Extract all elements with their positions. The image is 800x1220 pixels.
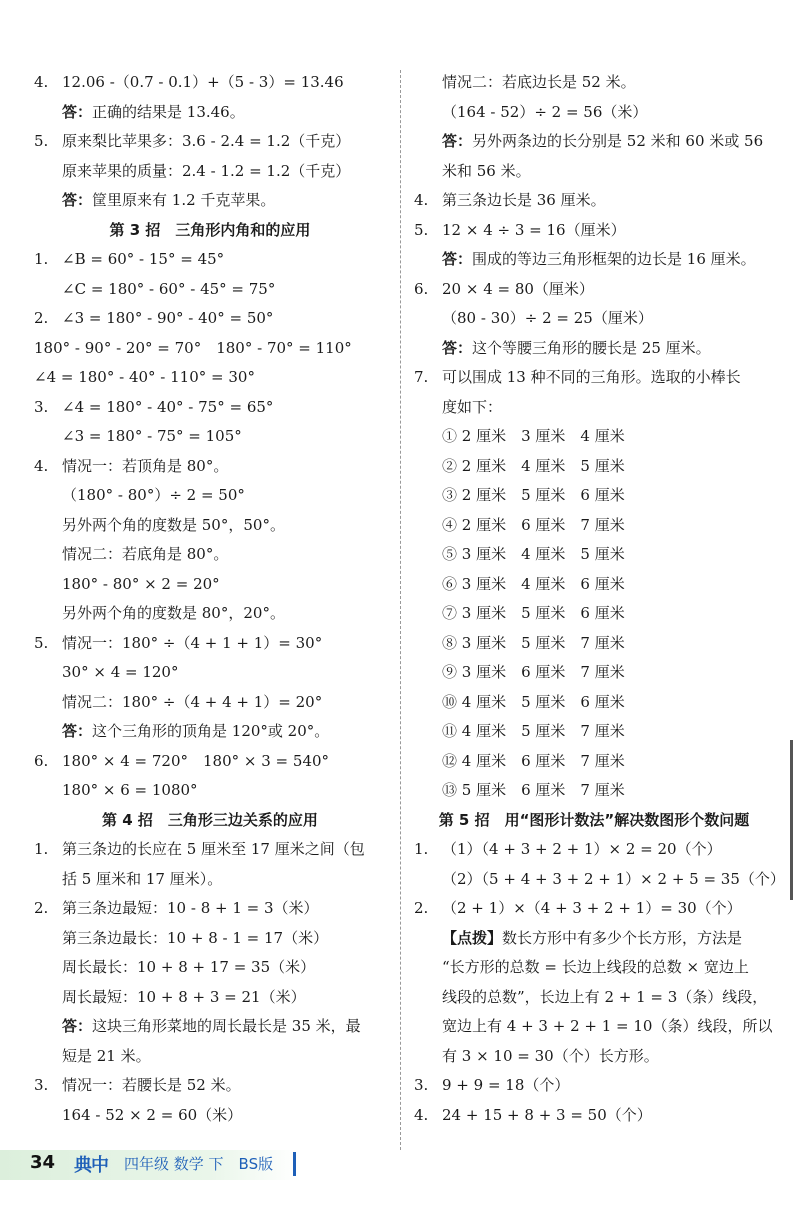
item-number: 5. xyxy=(34,132,49,150)
line-text: 情况一：若顶角是 80°。 xyxy=(62,456,229,475)
answer-line xyxy=(414,481,774,511)
answer-line xyxy=(414,776,774,806)
item-number: 4. xyxy=(414,1105,429,1124)
answer-line xyxy=(34,275,386,305)
item-number: 4. xyxy=(414,191,429,209)
answer-line xyxy=(34,540,386,570)
section-heading: 第 5 招 用“图形计数法”解决数图形个数问题 xyxy=(438,810,750,829)
line-text: 164 - 52 × 2 = 60（米） xyxy=(62,1105,243,1124)
line-text: （80 - 30）÷ 2 = 25（厘米） xyxy=(442,309,653,327)
answer-line xyxy=(34,334,386,364)
tip-label: 【点拨】 xyxy=(442,928,503,947)
answer-line xyxy=(34,422,386,452)
column-divider xyxy=(400,70,401,1150)
line-text: （1）（4 + 3 + 2 + 1）× 2 = 20（个） xyxy=(442,840,722,858)
answer-line xyxy=(414,452,774,482)
answer-line xyxy=(414,658,774,688)
item-number: 4. xyxy=(34,456,49,475)
line-text: 情况一：若腰长是 52 米。 xyxy=(62,1076,241,1094)
item-number: 5. xyxy=(414,220,429,239)
line-text: 围成的等边三角形框架的边长是 16 厘米。 xyxy=(472,250,756,268)
line-text: ∠4 = 180° - 40° - 110° = 30° xyxy=(34,368,255,386)
answer-line xyxy=(414,157,774,187)
answer-line xyxy=(34,776,386,806)
answer-label: 答： xyxy=(62,191,93,209)
line-text: 180° - 80° × 2 = 20° xyxy=(62,574,220,593)
answer-label: 答： xyxy=(442,338,473,357)
answer-line xyxy=(414,983,774,1013)
line-text: ① 2 厘米 3 厘米 4 厘米 xyxy=(442,427,625,445)
answer-line xyxy=(414,363,774,393)
answer-line xyxy=(414,245,774,275)
line-text: 周长最短：10 + 8 + 3 = 21（米） xyxy=(62,987,306,1006)
line-text: （2 + 1）×（4 + 3 + 2 + 1）= 30（个） xyxy=(442,899,742,917)
line-text: 第三条边的长应在 5 厘米至 17 厘米之间（包 xyxy=(62,840,365,858)
line-text: ∠3 = 180° - 90° - 40° = 50° xyxy=(62,309,274,327)
line-text: 24 + 15 + 8 + 3 = 50（个） xyxy=(442,1105,652,1124)
answer-line xyxy=(414,599,774,629)
answer-line xyxy=(34,363,386,393)
line-text: 情况二：若底角是 80°。 xyxy=(62,545,229,563)
line-text: ⑩ 4 厘米 5 厘米 6 厘米 xyxy=(442,692,625,711)
line-text: ⑬ 5 厘米 6 厘米 7 厘米 xyxy=(442,781,625,799)
line-text: 另外两个角的度数是 50°，50°。 xyxy=(62,515,285,534)
item-number: 1. xyxy=(34,840,49,858)
line-text: ⑦ 3 厘米 5 厘米 6 厘米 xyxy=(442,604,625,622)
line-text: 线段的总数”，长边上有 2 + 1 = 3（条）线段， xyxy=(442,987,768,1006)
answer-line xyxy=(414,570,774,600)
answer-line xyxy=(414,688,774,718)
answer-line xyxy=(34,1012,386,1042)
line-text: 180° × 4 = 720° 180° × 3 = 540° xyxy=(62,751,330,770)
line-text: ⑨ 3 厘米 6 厘米 7 厘米 xyxy=(442,663,625,681)
line-text: 原来苹果的质量：2.4 - 1.2 = 1.2（千克） xyxy=(62,161,351,180)
answer-line xyxy=(414,629,774,659)
answer-line xyxy=(414,953,774,983)
answer-label: 答： xyxy=(62,1017,93,1035)
line-text: 180° × 6 = 1080° xyxy=(62,781,198,799)
answer-line xyxy=(414,186,774,216)
line-text: （2）（5 + 4 + 3 + 2 + 1）× 2 + 5 = 35（个） xyxy=(442,869,785,888)
answer-line xyxy=(414,393,774,423)
line-text: （180° - 80°）÷ 2 = 50° xyxy=(62,486,245,504)
line-text: 第三条边最短：10 - 8 + 1 = 3（米） xyxy=(62,899,319,917)
answer-line xyxy=(414,865,785,895)
answer-line xyxy=(414,894,774,924)
line-text: 原来梨比苹果多：3.6 - 2.4 = 1.2（千克） xyxy=(62,132,351,150)
page-edge-mark xyxy=(790,740,793,900)
answer-line xyxy=(34,835,386,865)
item-number: 2. xyxy=(414,899,429,917)
answer-line xyxy=(414,304,774,334)
answer-line xyxy=(414,127,774,157)
line-text: “长方形的总数 = 长边上线段的总数 × 宽边上 xyxy=(442,958,749,976)
item-number: 1. xyxy=(414,840,429,858)
item-number: 3. xyxy=(414,1076,429,1094)
line-text: ⑫ 4 厘米 6 厘米 7 厘米 xyxy=(442,751,625,770)
answer-line xyxy=(34,629,386,659)
answer-line xyxy=(414,422,774,452)
line-text: 情况二：若底边长是 52 米。 xyxy=(442,73,636,91)
answer-line xyxy=(34,481,386,511)
answer-line xyxy=(414,924,774,954)
answer-line xyxy=(414,511,774,541)
line-text: 这个三角形的顶角是 120°或 20°。 xyxy=(92,722,330,740)
line-text: 这块三角形菜地的周长最长是 35 米，最 xyxy=(92,1017,361,1035)
line-text: 宽边上有 4 + 3 + 2 + 1 = 10（条）线段，所以 xyxy=(442,1017,773,1035)
answer-label: 答： xyxy=(62,722,93,740)
footer xyxy=(0,1148,800,1188)
line-text: （164 - 52）÷ 2 = 56（米） xyxy=(442,102,648,121)
line-text: 9 + 9 = 18（个） xyxy=(442,1076,570,1094)
book-grade-label: 四年级 数学 下 BS版 xyxy=(124,1155,274,1173)
answer-line xyxy=(34,393,386,423)
answer-line xyxy=(34,1042,386,1072)
item-number: 1. xyxy=(34,250,49,268)
answer-line xyxy=(34,304,386,334)
line-text: 180° - 90° - 20° = 70° 180° - 70° = 110° xyxy=(34,338,352,357)
answer-label: 答： xyxy=(442,250,473,268)
line-text: 正确的结果是 13.46。 xyxy=(92,102,245,121)
line-text: ③ 2 厘米 5 厘米 6 厘米 xyxy=(442,486,625,504)
line-text: ∠4 = 180° - 40° - 75° = 65° xyxy=(62,397,274,416)
line-text: ⑥ 3 厘米 4 厘米 6 厘米 xyxy=(442,574,625,593)
line-text: ④ 2 厘米 6 厘米 7 厘米 xyxy=(442,515,625,534)
answer-line xyxy=(414,717,774,747)
section-heading: 第 4 招 三角形三边关系的应用 xyxy=(102,810,318,829)
footer-divider-bar xyxy=(293,1152,296,1176)
line-text: 20 × 4 = 80（厘米） xyxy=(442,279,594,298)
answer-line xyxy=(414,747,774,777)
answer-label: 答： xyxy=(62,102,93,121)
answer-line xyxy=(414,216,774,246)
item-number: 5. xyxy=(34,633,49,652)
line-text: ⑧ 3 厘米 5 厘米 7 厘米 xyxy=(442,633,625,652)
line-text: 可以围成 13 种不同的三角形。选取的小棒长 xyxy=(442,368,741,386)
answer-line xyxy=(414,1071,774,1101)
brand-logo: 典中 xyxy=(74,1155,108,1176)
answer-line xyxy=(34,511,386,541)
line-text: 30° × 4 = 120° xyxy=(62,663,179,681)
answer-line xyxy=(34,983,386,1013)
item-number: 3. xyxy=(34,397,49,416)
answer-line xyxy=(414,334,774,364)
answer-line xyxy=(34,865,386,895)
answer-line xyxy=(34,688,386,718)
line-text: 这个等腰三角形的腰长是 25 厘米。 xyxy=(472,338,711,357)
answer-line xyxy=(34,98,386,128)
answer-line xyxy=(414,1042,774,1072)
answer-line xyxy=(34,1101,386,1131)
line-text: 12 × 4 ÷ 3 = 16（厘米） xyxy=(442,220,626,239)
answer-line xyxy=(34,953,386,983)
line-text: ∠C = 180° - 60° - 45° = 75° xyxy=(62,279,276,298)
answer-line xyxy=(34,68,386,98)
line-text: ⑤ 3 厘米 4 厘米 5 厘米 xyxy=(442,545,625,563)
item-number: 3. xyxy=(34,1076,49,1094)
line-text: 米和 56 米。 xyxy=(442,161,531,180)
line-text: 度如下： xyxy=(442,397,503,416)
line-text: 情况一：180° ÷（4 + 1 + 1）= 30° xyxy=(62,633,323,652)
item-number: 2. xyxy=(34,899,49,917)
answer-line xyxy=(414,1101,774,1131)
answer-line xyxy=(34,1071,386,1101)
line-text: 数长方形中有多少个长方形，方法是 xyxy=(502,928,743,947)
line-text: 括 5 厘米和 17 厘米）。 xyxy=(62,869,223,888)
answer-line xyxy=(414,68,774,98)
line-text: 第三条边最长：10 + 8 - 1 = 17（米） xyxy=(62,928,329,947)
answer-line xyxy=(34,452,386,482)
answer-line xyxy=(34,894,386,924)
left-column xyxy=(34,68,386,1130)
line-text: ② 2 厘米 4 厘米 5 厘米 xyxy=(442,456,625,475)
line-text: 另外两条边的长分别是 52 米和 60 米或 56 xyxy=(472,132,764,150)
answer-line xyxy=(414,540,774,570)
right-column xyxy=(414,68,785,1130)
answer-line xyxy=(414,98,774,128)
item-number: 4. xyxy=(34,73,49,91)
line-text: 周长最长：10 + 8 + 17 = 35（米） xyxy=(62,958,316,976)
page-number: 34 xyxy=(30,1152,56,1173)
answer-line xyxy=(34,924,386,954)
line-text: 12.06 -（0.7 - 0.1）+（5 - 3）= 13.46 xyxy=(62,73,344,91)
answer-line xyxy=(34,658,386,688)
item-number: 6. xyxy=(34,751,49,770)
item-number: 7. xyxy=(414,368,429,386)
answer-line xyxy=(414,1012,774,1042)
answer-line xyxy=(34,157,386,187)
line-text: ∠B = 60° - 15° = 45° xyxy=(62,250,225,268)
answer-line xyxy=(34,747,386,777)
answer-line xyxy=(414,275,774,305)
item-number: 6. xyxy=(414,279,429,298)
answer-line xyxy=(34,127,386,157)
line-text: 短是 21 米。 xyxy=(62,1046,151,1065)
answer-line xyxy=(34,245,386,275)
line-text: 情况二：180° ÷（4 + 4 + 1）= 20° xyxy=(62,692,323,711)
section-heading: 第 3 招 三角形内角和的应用 xyxy=(109,220,311,239)
answer-label: 答： xyxy=(442,132,473,150)
line-text: ∠3 = 180° - 75° = 105° xyxy=(62,427,242,445)
item-number: 2. xyxy=(34,309,49,327)
answer-line xyxy=(34,186,386,216)
line-text: ⑪ 4 厘米 5 厘米 7 厘米 xyxy=(442,722,625,740)
answer-line xyxy=(34,599,386,629)
answer-line xyxy=(414,835,774,865)
line-text: 筐里原来有 1.2 千克苹果。 xyxy=(92,191,276,209)
line-text: 第三条边长是 36 厘米。 xyxy=(442,191,606,209)
answer-line xyxy=(34,717,386,747)
line-text: 有 3 × 10 = 30（个）长方形。 xyxy=(442,1046,659,1065)
line-text: 另外两个角的度数是 80°，20°。 xyxy=(62,604,285,622)
answer-line xyxy=(34,570,386,600)
